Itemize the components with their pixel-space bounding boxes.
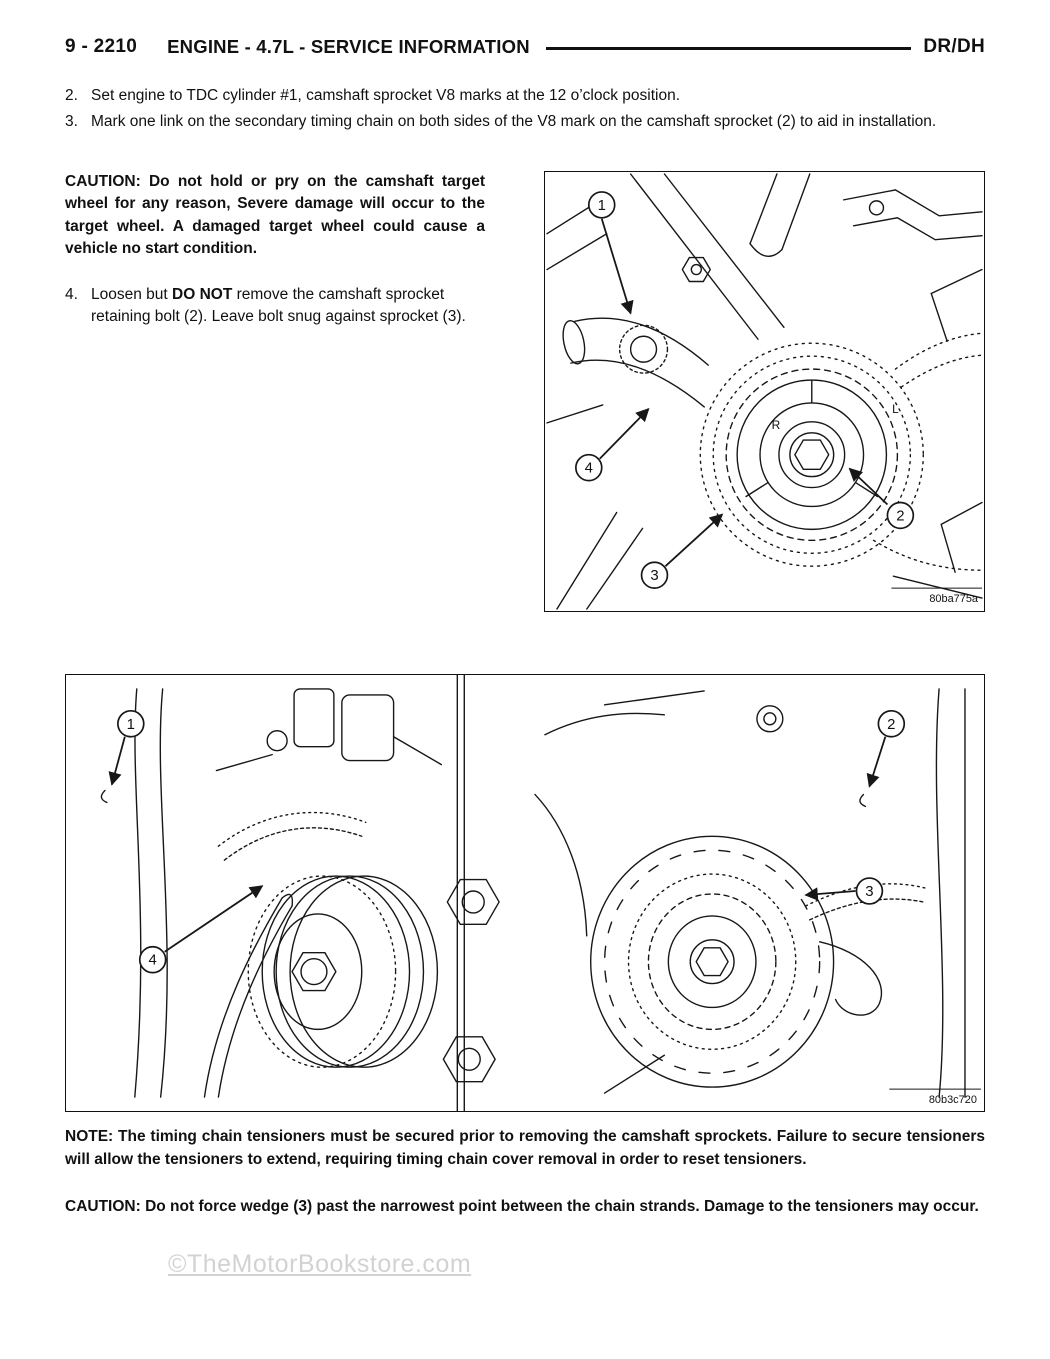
step-4 [65,284,485,328]
left-column [65,171,490,612]
callout-2 [850,468,914,528]
callout-4 [576,409,649,481]
mark-r: R [771,417,781,432]
note-tensioners: NOTE: The timing chain tensioners must be secured prior to removing the camshaft sprockets. Failure to secure tensioners will allow the tensioners to extend, requiring timing chain cover removal in order to reset tensioners. [65,1127,985,1168]
svg-text:1: 1 [597,196,606,214]
camshaft-sprocket-drawing [545,172,984,611]
svg-text:3: 3 [865,882,874,900]
step-text: Mark one link on the secondary timing chain on both sides of the V8 mark on the camshaft sprocket (2) to aid in installation. [91,113,937,131]
step-text: Set engine to TDC cylinder #1, camshaft sprocket V8 marks at the 12 o’clock position. [91,87,680,104]
mark-l: L [892,401,899,416]
page-header [65,36,985,58]
svg-text:3: 3 [650,566,659,584]
bolt-icon [682,257,710,281]
watermark: ©TheMotorBookstore.com [168,1250,472,1278]
step4-emphasis: DO NOT [172,285,233,303]
step-text [91,284,485,328]
callout-1 [112,711,144,785]
figure-code: 80b3c720 [928,1093,977,1106]
step-3 [65,111,985,132]
tensioner-drawing [66,675,984,1111]
caution-wedge: CAUTION: Do not force wedge (3) past the narrowest point between the chain strands. Damage to the tensioners may occur. [65,1197,979,1215]
hub-bolt-icon [690,940,734,984]
step4-post: remove the camshaft sprocket retaining bolt (2). Leave bolt snug against sprocket (3). [91,285,466,325]
sprocket-bolt-icon [292,952,336,990]
caution-target-wheel: CAUTION: Do not hold or pry on the camshaft target wheel for any reason, Severe damage will occur to the target wheel. A damaged target wheel could cause a vehicle no start condition. [65,172,485,258]
section-code: DR/DH [923,36,985,57]
figure-chain-tensioners [65,674,985,1112]
svg-text:2: 2 [887,715,896,733]
cover-bolt-icon [447,879,499,924]
content-row [65,171,985,612]
svg-text:4: 4 [148,951,157,969]
callout-1 [589,192,631,313]
page-number: 9 - 2210 [65,36,138,57]
step4-pre: Loosen but [91,285,173,303]
cover-bolt-icon [443,1037,495,1082]
retaining-bolt-icon [790,433,834,477]
step-number: 2. [65,87,78,104]
header-rule [546,47,912,50]
step-number: 4. [65,285,78,303]
svg-text:4: 4 [584,459,593,477]
figure-code: 80ba775a [929,592,979,605]
svg-text:2: 2 [896,507,905,525]
svg-text:1: 1 [126,715,135,733]
engine-line-art [547,174,982,609]
figure-camshaft-sprocket [544,171,985,612]
callout-3 [642,514,723,588]
callout-4 [140,886,262,973]
callout-2 [869,711,904,787]
step-2 [65,85,985,106]
procedure-steps [65,85,985,133]
page-title: ENGINE - 4.7L - SERVICE INFORMATION [167,36,530,57]
step-number: 3. [65,113,78,131]
